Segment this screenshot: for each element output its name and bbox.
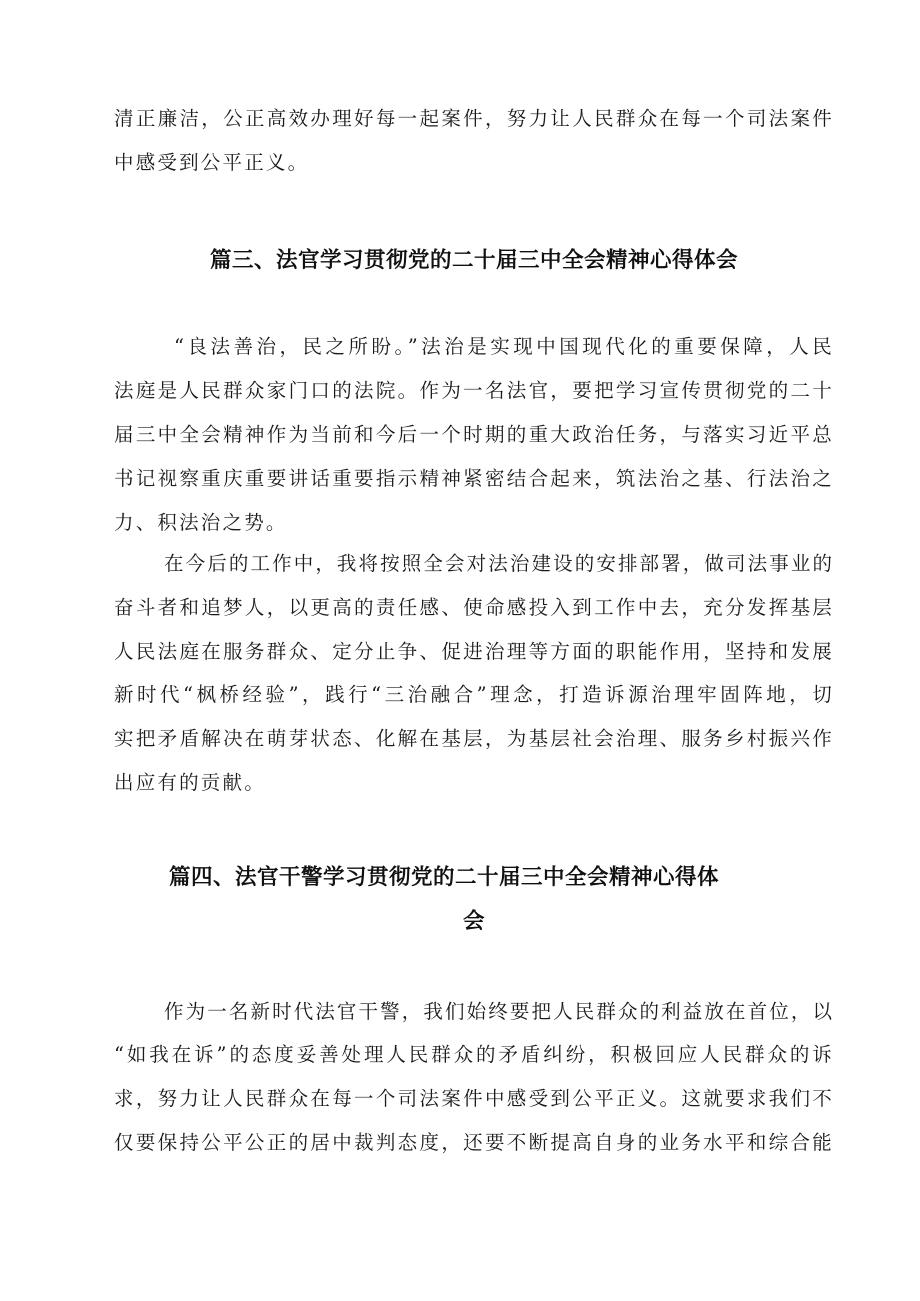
- s4p1-line-1: 作为一名新时代法官干警，我们始终要把人民群众的利益放在首位，以: [164, 1000, 834, 1023]
- s4p1-line-3: 求，努力让人民群众在每一个司法案件中感受到公平正义。这就要求我们不: [114, 1087, 834, 1110]
- s3p2-line-5: 实把矛盾解决在萌芽状态、化解在基层，为基层社会治理、服务乡村振兴作: [114, 727, 834, 750]
- s3p1-line-2: 法庭是人民群众家门口的法院。作为一名法官，要把学习宣传贯彻党的二十: [114, 379, 834, 402]
- s3p2-line-4: 新时代“枫桥经验”，践行“三治融合”理念，打造诉源治理牢固阵地，切: [114, 683, 834, 706]
- s4p1-line-2: “如我在诉”的态度妥善处理人民群众的矛盾纠纷，积极回应人民群众的诉: [114, 1043, 834, 1066]
- section4-title-line-1: 篇四、法官干警学习贯彻党的二十届三中全会精神心得体: [168, 865, 719, 890]
- s3p1-line-3: 届三中全会精神作为当前和今后一个时期的重大政治任务，与落实习近平总: [114, 423, 834, 446]
- s3p2-line-2: 奋斗者和追梦人，以更高的责任感、使命感投入到工作中去，充分发挥基层: [114, 596, 834, 619]
- s3p1-line-5: 力、积法治之势。: [114, 511, 288, 534]
- intro-line-2: 中感受到公平正义。: [114, 151, 310, 174]
- section4-title-line-2: 会: [462, 909, 485, 934]
- s3p1-line-1: “良法善治，民之所盼。”法治是实现中国现代化的重要保障，人民: [174, 335, 834, 358]
- s4p1-line-4: 仅要保持公平公正的居中裁判态度，还要不断提高自身的业务水平和综合能: [114, 1131, 834, 1154]
- s3p2-line-1: 在今后的工作中，我将按照全会对法治建设的安排部署，做司法事业的: [164, 552, 834, 575]
- s3p1-line-4: 书记视察重庆重要讲话重要指示精神紧密结合起来，筑法治之基、行法治之: [114, 467, 834, 490]
- s3p2-line-6: 出应有的贡献。: [114, 771, 266, 794]
- section3-title: 篇三、法官学习贯彻党的二十届三中全会精神心得体会: [209, 248, 738, 273]
- s3p2-line-3: 人民法庭在服务群众、定分止争、促进治理等方面的职能作用，坚持和发展: [114, 640, 834, 663]
- intro-line-1: 清正廉洁，公正高效办理好每一起案件，努力让人民群众在每一个司法案件: [114, 107, 834, 130]
